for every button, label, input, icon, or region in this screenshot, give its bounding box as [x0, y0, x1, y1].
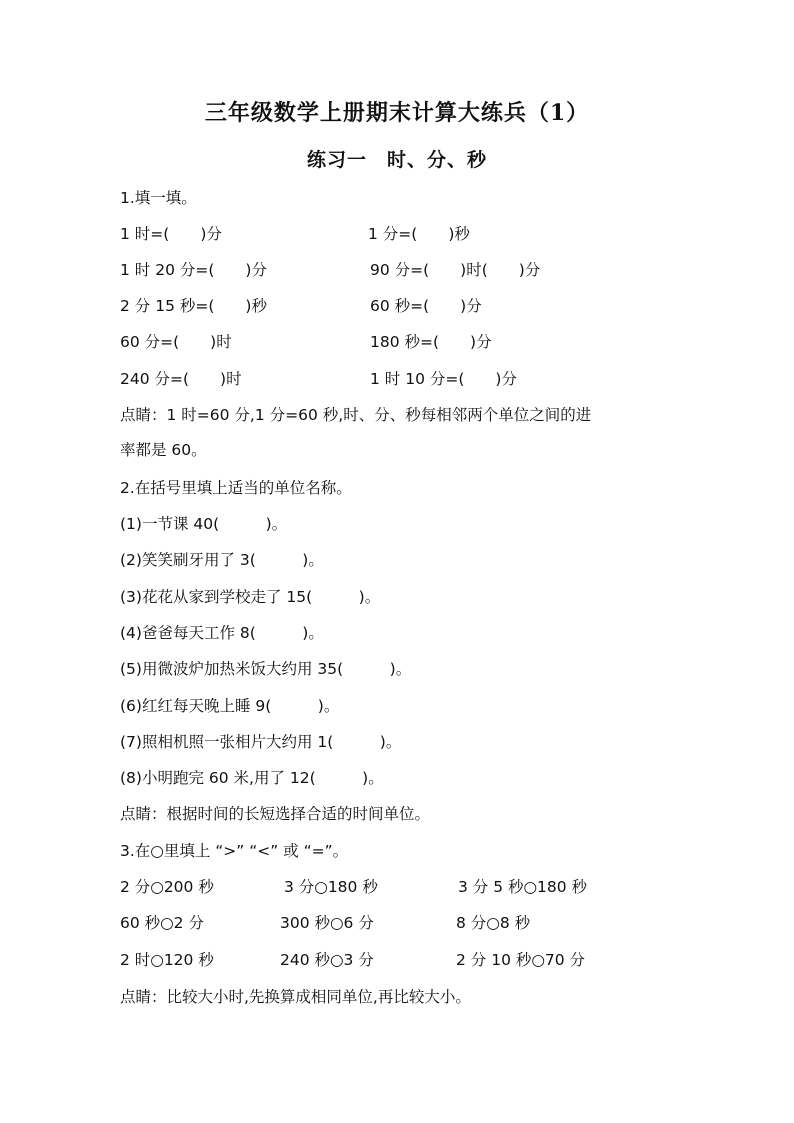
compare-item: 300 秒○6 分	[280, 914, 374, 932]
fill-item: 2 分 15 秒=( )秒	[120, 297, 267, 315]
section2-tip: 点睛：根据时间的长短选择合适的时间单位。	[120, 805, 431, 823]
page-title: 三年级数学上册期末计算大练兵（1）	[204, 100, 590, 126]
section1-tip: 点睛：1 时=60 分,1 分=60 秒,时、分、秒每相邻两个单位之间的进	[120, 406, 592, 424]
unit-question: (7)照相机照一张相片大约用 1( )。	[120, 733, 402, 751]
section1-heading: 1.填一填。	[120, 189, 197, 207]
unit-question: (3)花花从家到学校走了 15( )。	[120, 588, 381, 606]
unit-question: (5)用微波炉加热米饭大约用 35( )。	[120, 660, 412, 678]
compare-item: 8 分○8 秒	[456, 914, 531, 932]
unit-question: (6)红红每天晚上睡 9( )。	[120, 697, 340, 715]
fill-item: 1 时 20 分=( )分	[120, 261, 267, 279]
compare-item: 240 秒○3 分	[280, 951, 374, 969]
unit-question: (4)爸爸每天工作 8( )。	[120, 624, 324, 642]
unit-question: (8)小明跑完 60 米,用了 12( )。	[120, 769, 384, 787]
compare-item: 60 秒○2 分	[120, 914, 204, 932]
section1-tip-cont: 率都是 60。	[120, 441, 207, 459]
section3-heading: 3.在○里填上 “>” “<” 或 “=”。	[120, 842, 349, 860]
fill-item: 60 分=( )时	[120, 333, 232, 351]
exercise-subtitle: 练习一 时、分、秒	[306, 149, 487, 171]
compare-item: 2 时○120 秒	[120, 951, 214, 969]
unit-question: (1)一节课 40( )。	[120, 515, 288, 533]
fill-item: 60 秒=( )分	[370, 297, 482, 315]
compare-item: 3 分○180 秒	[284, 878, 378, 896]
unit-question: (2)笑笑刷牙用了 3( )。	[120, 551, 324, 569]
fill-item: 1 时=( )分	[120, 225, 222, 243]
compare-item: 3 分 5 秒○180 秒	[458, 878, 588, 896]
compare-item: 2 分○200 秒	[120, 878, 214, 896]
fill-item: 1 分=( )秒	[368, 225, 470, 243]
fill-item: 240 分=( )时	[120, 370, 242, 388]
section2-heading: 2.在括号里填上适当的单位名称。	[120, 479, 352, 497]
fill-item: 90 分=( )时( )分	[370, 261, 541, 279]
fill-item: 180 秒=( )分	[370, 333, 492, 351]
section3-tip: 点睛：比较大小时,先换算成相同单位,再比较大小。	[120, 988, 471, 1006]
compare-item: 2 分 10 秒○70 分	[456, 951, 586, 969]
fill-item: 1 时 10 分=( )分	[370, 370, 517, 388]
